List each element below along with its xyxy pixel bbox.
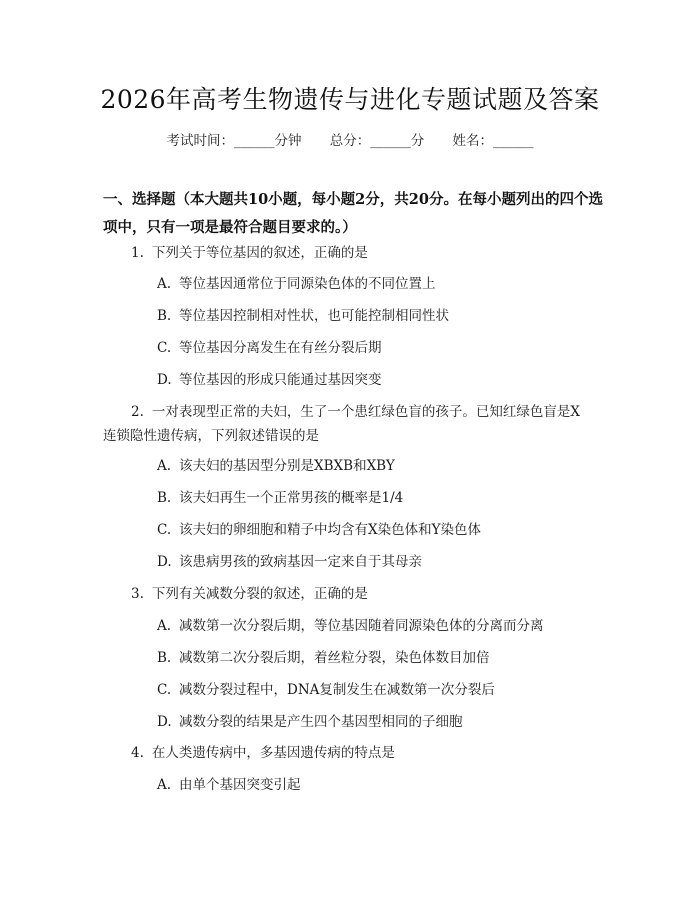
option-letter: D. [157, 372, 172, 388]
option-text: 减数分裂过程中，DNA复制发生在减数第一次分裂后 [179, 682, 495, 698]
option-letter: A. [157, 618, 172, 634]
question-4-stem [131, 741, 395, 765]
question-3-stem [131, 582, 368, 606]
option-letter: A. [157, 458, 172, 474]
question-1-option-a [157, 272, 436, 296]
section-heading: 一、选择题（本大题共10小题，每小题2分，共20分。在每小题列出的四个选项中，只有一项是最符合题目要求的。） [103, 191, 603, 236]
question-2-option-b [157, 486, 403, 510]
question-1-option-c [157, 336, 382, 360]
question-text: 在人类遗传病中，多基因遗传病的特点是 [151, 745, 395, 761]
option-letter: D. [157, 554, 172, 570]
option-text: 等位基因控制相对性状，也可能控制相同性状 [179, 308, 449, 324]
question-1-stem [131, 241, 368, 265]
question-text: 一对表现型正常的夫妇，生了一个患红绿色盲的孩子。已知红绿色盲是X连锁隐性遗传病，下列叙述错误的是 [103, 404, 581, 444]
option-text: 该夫妇的卵细胞和精子中均含有X染色体和Y染色体 [179, 522, 482, 538]
option-letter: A. [157, 276, 172, 292]
option-text: 等位基因分离发生在有丝分裂后期 [179, 340, 382, 356]
exam-meta [0, 131, 700, 151]
question-2-option-c [157, 518, 481, 542]
option-letter: C. [157, 522, 172, 538]
question-3-option-b [157, 646, 490, 670]
question-1-option-b [157, 304, 449, 328]
question-2-option-a [157, 454, 395, 478]
option-letter: C. [157, 340, 172, 356]
question-number: 3. [131, 586, 144, 602]
question-number: 1. [131, 245, 144, 261]
option-letter: B. [157, 650, 172, 666]
time-field: 考试时间：______分钟 [166, 133, 302, 149]
option-text: 等位基因通常位于同源染色体的不同位置上 [179, 276, 436, 292]
option-text: 该夫妇的基因型分别是XBXB和XBY [179, 458, 395, 474]
option-letter: D. [157, 714, 172, 730]
question-4-option-a [157, 773, 301, 797]
name-field: 姓名：______ [452, 133, 534, 149]
question-1-option-d [157, 368, 382, 392]
question-number: 4. [131, 745, 144, 761]
option-text: 该夫妇再生一个正常男孩的概率是1/4 [179, 490, 404, 506]
question-text: 下列有关减数分裂的叙述，正确的是 [151, 586, 368, 602]
option-text: 由单个基因突变引起 [179, 777, 301, 793]
option-text: 减数第二次分裂后期，着丝粒分裂，染色体数目加倍 [179, 650, 490, 666]
question-3-option-c [157, 678, 495, 702]
question-3-option-d [157, 710, 463, 734]
option-text: 减数第一次分裂后期，等位基因随着同源染色体的分离而分离 [179, 618, 544, 634]
option-text: 减数分裂的结果是产生四个基因型相同的子细胞 [179, 714, 463, 730]
option-letter: B. [157, 490, 172, 506]
option-letter: B. [157, 308, 172, 324]
option-letter: C. [157, 682, 172, 698]
option-text: 等位基因的形成只能通过基因突变 [179, 372, 382, 388]
page-title: 2026年高考生物遗传与进化专题试题及答案 [100, 85, 600, 114]
option-letter: A. [157, 777, 172, 793]
question-number: 2. [131, 404, 144, 420]
question-2-stem [103, 400, 593, 448]
score-field: 总分：______分 [329, 133, 425, 149]
question-3-option-a [157, 614, 544, 638]
question-text: 下列关于等位基因的叙述，正确的是 [151, 245, 368, 261]
option-text: 该患病男孩的致病基因一定来自于其母亲 [179, 554, 422, 570]
question-2-option-d [157, 550, 422, 574]
